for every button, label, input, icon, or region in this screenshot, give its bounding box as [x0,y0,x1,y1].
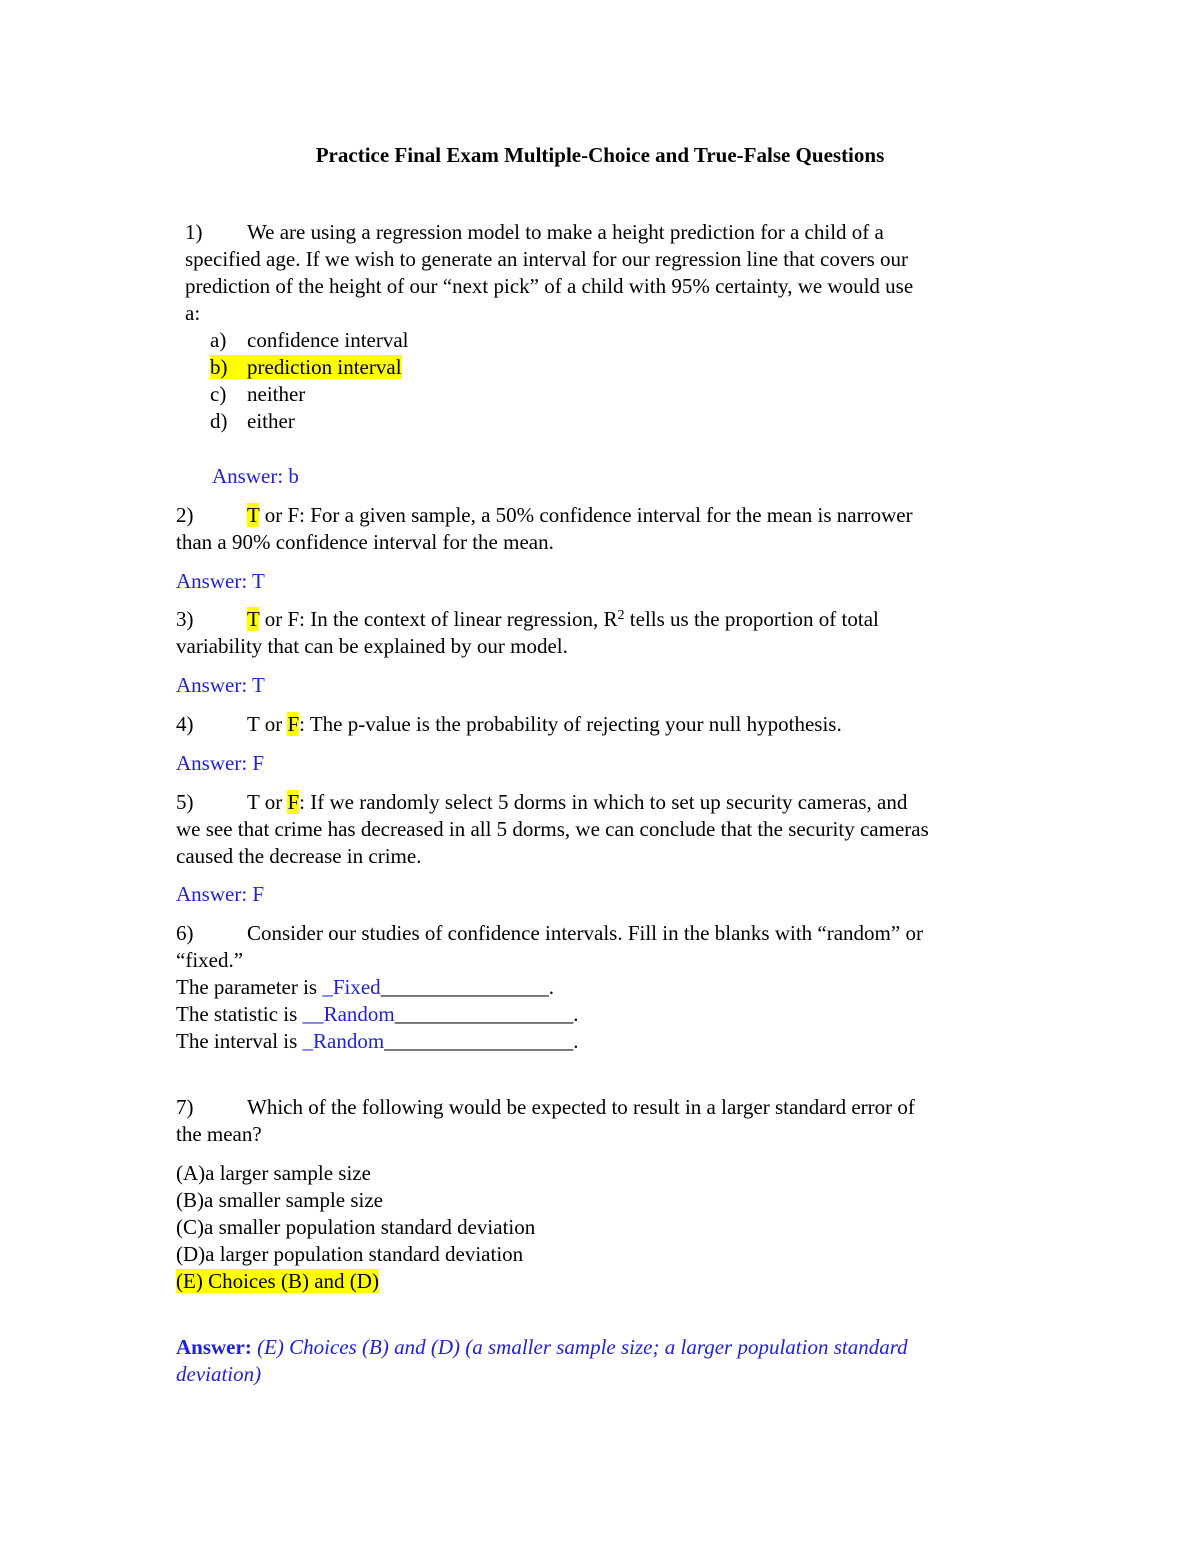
question-number: 6) [176,921,194,945]
page-title: Practice Final Exam Multiple-Choice and True-False Questions [315,143,885,167]
question-3-line-2: variability that can be explained by our model. [176,634,568,658]
question-5-line-3: caused the decrease in crime. [176,844,422,868]
question-1-line-4: a: [185,301,201,325]
option-a: (A)a larger sample size [176,1161,371,1185]
question-4-answer: Answer: F [176,751,265,775]
question-1-options [210,327,409,435]
question-number: 3) [176,607,194,631]
question-text: : In the context of linear regression, R [299,607,618,631]
question-7 [176,1094,1046,1148]
question-1-answer: Answer: b [212,464,299,488]
option-b-highlighted: b) prediction interval [210,355,402,379]
question-text: We are using a regression model to make a height prediction for a child of a [247,220,884,244]
question-number: 5) [176,790,194,814]
question-1-line-1 [185,219,1045,246]
question-text: : If we randomly select 5 dorms in which to set up security cameras, and [299,790,908,814]
blank-parameter: The parameter is _Fixed________________. [176,975,554,999]
superscript: 2 [617,608,625,623]
option-c: (C)a smaller population standard deviation [176,1215,536,1239]
question-number: 4) [176,712,194,736]
question-5-line-2: we see that crime has decreased in all 5 dorms, we can conclude that the security cameras [176,817,929,841]
question-text: : The p-value is the probability of rejecting your null hypothesis. [299,712,842,736]
answer-label: Answer: [176,1335,252,1359]
option-e-highlighted: (E) Choices (B) and (D) [176,1269,379,1293]
question-7-line-2: the mean? [176,1122,262,1146]
blank-answer: _Random [302,1029,385,1053]
question-1-line-2: specified age. If we wish to generate an interval for our regression line that covers our [185,247,909,271]
question-2: 2) T or F: For a given sample, a 50% confidence interval for the mean is narrower than a 90% confidence interval for the mean. [176,502,1046,556]
option-d: d) either [210,409,295,433]
question-2-line-2: than a 90% confidence interval for the mean. [176,530,554,554]
option-b: (B)a smaller sample size [176,1188,384,1212]
question-6 [176,920,1046,1055]
question-5-answer: Answer: F [176,882,265,906]
blank-statistic: The statistic is __Random_________________. [176,1002,579,1026]
blank-answer: __Random [302,1002,395,1026]
question-5: 5) T or F: If we randomly select 5 dorms in which to set up security cameras, and we see that crime has decreased in all 5 dorms, we can conclude that the security cameras caused the decrease in crime. [176,789,1046,870]
option-d: (D)a larger population standard deviation [176,1242,524,1266]
question-text: Which of the following would be expected to result in a larger standard error of [247,1095,915,1119]
question-1 [185,219,1045,327]
question-text: : For a given sample, a 50% confidence interval for the mean is narrower [299,503,913,527]
true-option-highlighted: T [247,607,260,631]
true-option: T [247,712,260,736]
option-c: c) neither [210,382,306,406]
question-3: 3) T or F: In the context of linear regression, $R^2$ tells us the proportion of total variability that can be explained by our model. [176,606,1046,660]
false-option-highlighted: F [287,712,300,736]
question-7-answer [176,1334,1046,1388]
question-number: 7) [176,1095,194,1119]
answer-text-line-2: deviation) [176,1362,262,1386]
question-3-answer: Answer: T [176,673,265,697]
question-number: 1) [185,220,203,244]
false-option: F [287,607,300,631]
question-1-line-3: prediction of the height of our “next pick” of a child with 95% certainty, we would use [185,274,914,298]
true-option: T [247,790,260,814]
question-7-options [176,1160,1046,1295]
option-a: a) confidence interval [210,328,409,352]
question-text: Consider our studies of confidence intervals. Fill in the blanks with “random” or [247,921,923,945]
false-option-highlighted: F [287,790,300,814]
question-2-answer: Answer: T [176,569,265,593]
question-number: 2) [176,503,194,527]
question-6-line-2: “fixed.” [176,948,244,972]
false-option: F [287,503,300,527]
answer-text: (E) Choices (B) and (D) (a smaller sample size; a larger population standard [251,1335,908,1359]
blank-answer: _Fixed [322,975,381,999]
question-4: 4) T or F: The p-value is the probability of rejecting your null hypothesis. [176,712,842,736]
true-option-highlighted: T [247,503,260,527]
blank-interval: The interval is _Random__________________. [176,1029,579,1053]
